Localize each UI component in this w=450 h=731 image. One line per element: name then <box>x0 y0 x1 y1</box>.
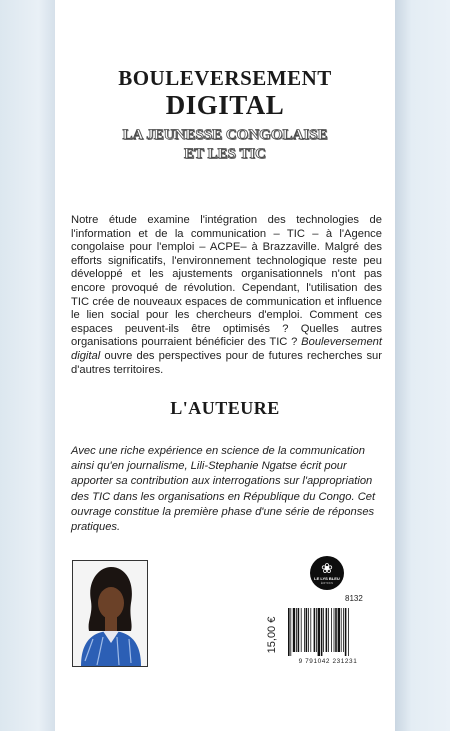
publisher-sub: ÉDITIONS <box>320 582 334 585</box>
barcode <box>287 608 369 656</box>
barcode-bar <box>304 608 305 652</box>
barcode-bar <box>306 608 308 652</box>
barcode-bar <box>321 608 323 656</box>
barcode-bar <box>296 608 297 652</box>
title-line-2: DIGITAL <box>165 90 285 120</box>
barcode-bar <box>301 608 302 652</box>
barcode-bar <box>314 608 316 652</box>
author-heading: L'AUTEURE <box>170 398 280 418</box>
barcode-bar <box>341 608 342 652</box>
barcode-bar <box>326 608 328 652</box>
barcode-bar <box>290 608 291 656</box>
barcode-bar <box>308 608 309 652</box>
publisher-name: LE LYS BLEU <box>314 576 340 581</box>
barcode-bar <box>328 608 329 652</box>
title-line-1: BOULEVERSEMENT <box>118 66 332 90</box>
product-code: 8132 <box>345 594 363 603</box>
subtitle-line-1: LA JEUNESSE CONGOLAISE <box>122 127 328 143</box>
lily-flower-icon: ❀ <box>321 560 333 576</box>
book-summary <box>71 214 382 377</box>
publisher-logo <box>310 556 344 590</box>
barcode-bar <box>335 608 337 652</box>
barcode-bar <box>348 608 349 656</box>
barcode-bar <box>343 608 344 652</box>
barcode-bar <box>338 608 340 652</box>
price-text: 15,00 € <box>266 616 278 654</box>
barcode-bar <box>293 608 295 652</box>
barcode-bar <box>288 608 290 656</box>
author-photo <box>72 560 148 667</box>
barcode-bar <box>331 608 332 652</box>
barcode-bar <box>323 608 324 652</box>
barcode-digits: 9 791042 231231 <box>298 658 358 665</box>
summary-book-title: Bouleversement digital <box>71 336 382 362</box>
subtitle-line-2: ET LES TIC <box>184 146 266 162</box>
barcode-bar <box>334 608 335 652</box>
price-label <box>263 609 281 661</box>
author-bio: Avec une riche expérience en science de la communication ainsi qu'en journalisme, Lili-Stephanie Ngatse écrit pour apporter sa contribution aux interrogations sur l'appropriation des TIC dans les organisations en République du Congo. Cet ouvrage constitue la première phase d'une série de réponses pratiques. <box>71 445 376 534</box>
barcode-bar <box>316 608 317 652</box>
barcode-bar <box>310 608 311 652</box>
summary-text-1: Notre étude examine l'intégration des technologies de l'information et de la communication – TIC – à l'Agence congolaise pour l'emploi – ACPE– à Brazzaville. Malgré des efforts significatifs, l'environnement technologique reste peu développé et les ajustements organisationnels n'ont pas encore provoqué de révolution. Cependant, l'utilisation des TIC crée de nouveaux espaces de communication et influence le lien social pour les chercheurs d'emploi. Comment ces espaces peuvent-ils être optimisés ? Quelles autres organisations pourraient bénéficier des TIC ? <box>71 214 382 349</box>
summary-text-2: ouvre des perspectives pour de futures recherches sur d'autres territoires. <box>71 349 382 376</box>
author-portrait-image <box>73 561 147 666</box>
barcode-bar <box>298 608 300 652</box>
barcode-bar <box>345 608 347 656</box>
barcode-bar <box>318 608 320 656</box>
